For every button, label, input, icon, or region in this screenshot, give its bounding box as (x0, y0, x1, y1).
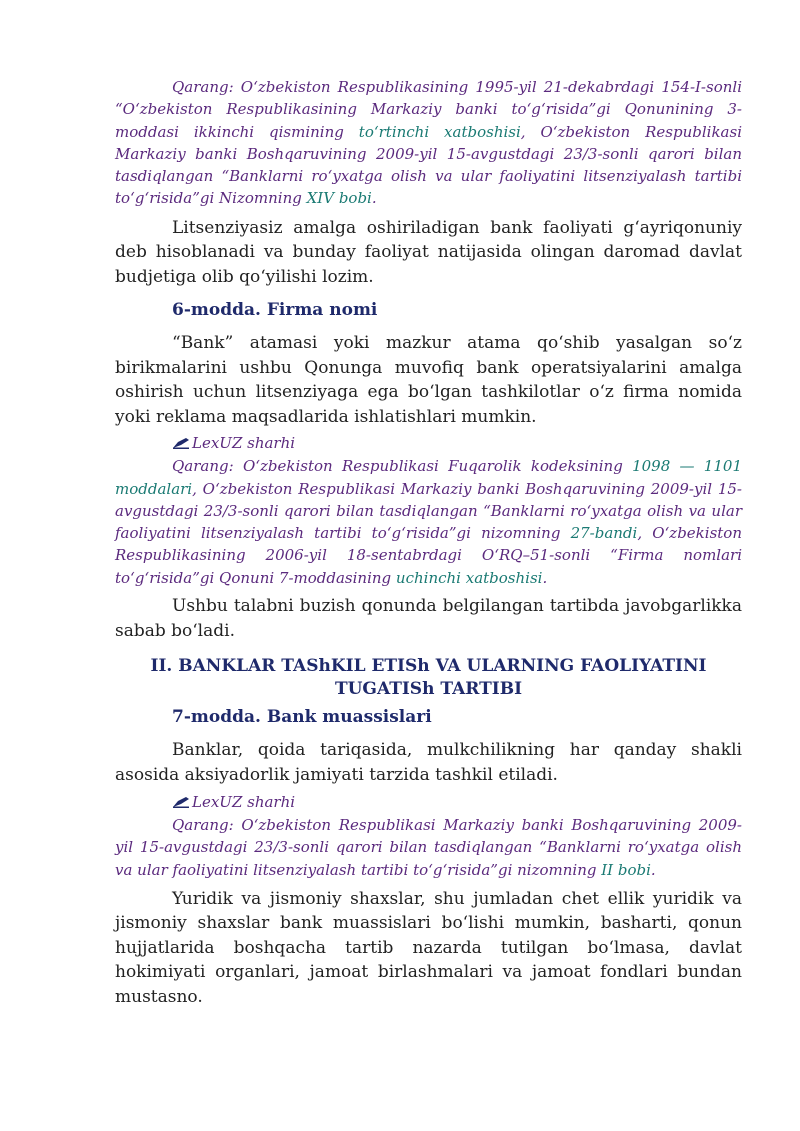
reference-note (115, 76, 742, 210)
note-text: . (650, 860, 656, 879)
body-paragraph: Ushbu talabni buzish qonunda belgilangan tartibda javobgarlikka sabab bo‘ladi. (115, 596, 742, 641)
note-text: Qarang: O‘zbekiston Respublikasining 1995-yil 21-dekabrdagi 154-I-sonli “O‘zbekiston Respublikasining Markaziy banki to‘g‘risida”gi Qonunining 3-moddasi ikkinchi qismining (115, 78, 742, 141)
note-text: Qarang: O‘zbekiston Respublikasi Fuqarolik kodeksining (172, 457, 633, 476)
body-paragraph: “Bank” atamasi yoki mazkur atama qo‘shib yasalgan so‘z birikmalarini ushbu Qonunga muvofiq bank operatsiyalarini amalga oshirish uchun litsenziyaga ega bo‘lgan tashkilotlar o‘z firma nomida yoki reklama maqsadlarida ishlatishlari mumkin. (115, 333, 742, 427)
article-heading: 6-modda. Firma nomi (172, 300, 378, 321)
note-link[interactable]: II bobi (601, 860, 651, 879)
note-link[interactable]: XIV bobi (306, 189, 372, 208)
reference-note (115, 455, 742, 589)
note-text: , O‘zbekiston Respublikasi Markaziy banki Boshqaruvining 2009-yil 15-avgustdagi 23/3-sonli qarori bilan tasdiqlangan “Banklarni ro‘yxatga olish va ular faoliyatini litsenziyalash tartibi to‘g‘risida”gi nizomning (115, 479, 742, 543)
body-paragraph: Litsenziyasiz amalga oshiriladigan bank faoliyati g‘ayriqonuniy deb hisoblanadi va bunday faoliyat natijasida olingan daromad davlat budjetiga olib qo‘yilishi lozim. (115, 217, 742, 287)
lexuz-label: LexUZ sharhi (192, 793, 296, 812)
body-paragraph: Banklar, qoida tariqasida, mulkchilikning har qanday shakli asosida aksiyadorlik jamiyati tarzida tashkil etiladi. (115, 740, 742, 785)
note-text: Qarang: O‘zbekiston Respublikasi Markaziy banki Boshqaruvining 2009-yil 15-avgustdagi 23/3-sonli qarori bilan tasdiqlangan “Banklarni ro‘yxatga olish va ular faoliyatini litsenziyalash tartibi to‘g‘risida”gi nizomning (115, 816, 742, 879)
lexuz-comment-link[interactable] (115, 792, 742, 812)
article-heading: 7-modda. Bank muassislari (172, 707, 432, 728)
note-link[interactable]: 1098 — 1101 moddalari (115, 457, 742, 498)
note-link[interactable]: uchinchi xatboshisi (395, 568, 543, 587)
note-text: . (542, 568, 548, 587)
pen-icon (172, 796, 190, 808)
note-text: , O‘zbekiston Respublikasi Markaziy banki Boshqaruvining 2009-yil 15-avgustdagi 23/3-sonli qarori bilan tasdiqlangan “Banklarni ro‘yxatga olish va ular faoliyatini litsenziyalash tartibi to‘g‘risida”gi Nizomning (115, 122, 742, 208)
note-text: . (371, 189, 377, 208)
chapter-heading: II. BANKLAR TAShKIL ETISh VA ULARNING FAOLIYATINI TUGATISh TARTIBI (150, 656, 707, 700)
reference-note (115, 814, 742, 881)
body-paragraph: Yuridik va jismoniy shaxslar, shu jumladan chet ellik yuridik va jismoniy shaxslar bank muassislari bo‘lishi mumkin, basharti, qonun hujjatlarida boshqacha tartib nazarda tutilgan bo‘lmasa, davlat hokimiyati organlari, jamoat birlashmalari va jamoat fondlari bundan mustasno. (115, 888, 742, 1007)
note-text: , O‘zbekiston Respublikasining 2006-yil 18-sentabrdagi O‘RQ–51-sonli “Firma nomlari to‘g‘risida”gi Qonuni 7-moddasining (115, 524, 742, 587)
note-link[interactable]: to‘rtinchi xatboshisi (358, 122, 521, 141)
lexuz-comment-link[interactable] (115, 433, 742, 453)
pen-icon (172, 437, 190, 449)
lexuz-label: LexUZ sharhi (192, 434, 296, 453)
note-link[interactable]: 27-bandi (570, 524, 638, 543)
